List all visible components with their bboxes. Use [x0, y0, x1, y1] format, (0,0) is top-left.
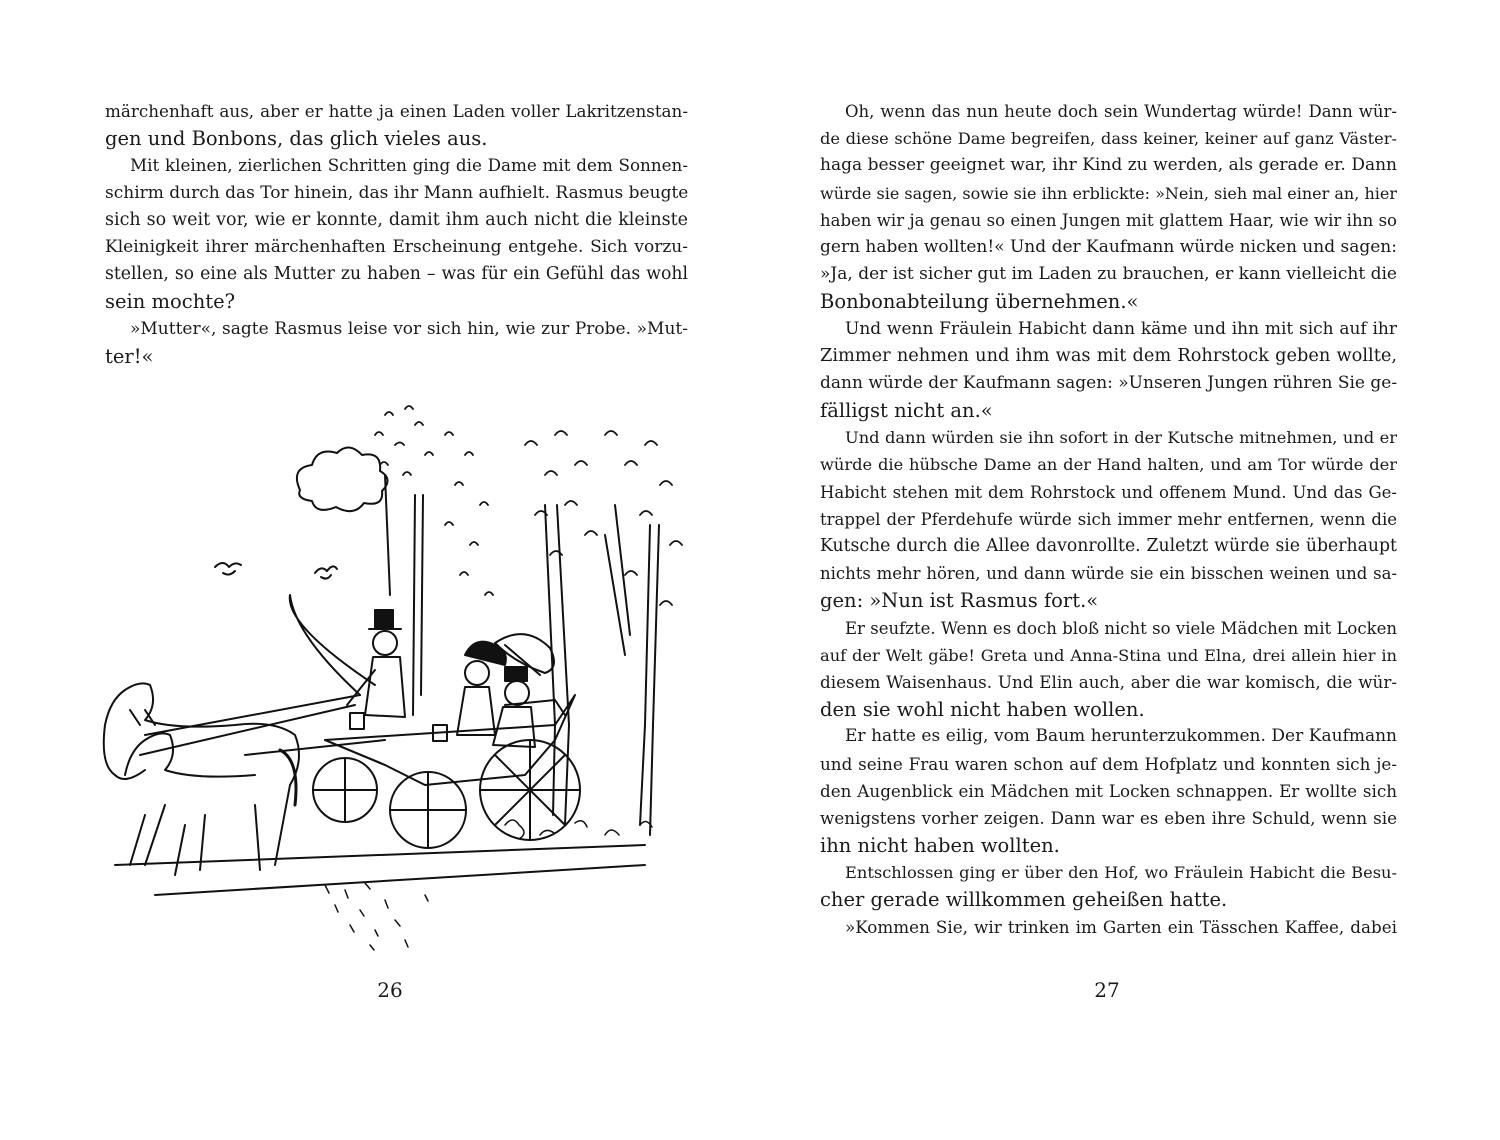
text-line: cher gerade willkommen geheißen hatte. — [820, 888, 1228, 912]
text-line: schirm durch das Tor hinein, das ihr Mann aufhielt. Rasmus beugte — [105, 182, 689, 203]
text-line: stellen, so eine als Mutter zu haben – was für ein Gefühl das wohl — [105, 264, 688, 285]
text-line: dann würde der Kaufmann sagen: »Unseren Jungen rühren Sie ge- — [820, 372, 1398, 393]
text-line: Kleinigkeit ihrer märchenhaften Erscheinung entgehe. Sich vorzu- — [105, 236, 688, 257]
text-line: haben wir ja genau so einen Jungen mit glattem Haar, wie wir ihn so — [820, 210, 1397, 230]
text-line: fälligst nicht an.« — [820, 399, 993, 423]
text-line: »Mutter«, sagte Rasmus leise vor sich hin, wie zur Probe. »Mut- — [130, 318, 688, 339]
text-line: und seine Frau waren schon auf dem Hofplatz und konnten sich je- — [820, 753, 1397, 774]
ground-scribbles — [325, 820, 652, 950]
text-line: »Kommen Sie, wir trinken im Garten ein Tässchen Kaffee, dabei — [845, 916, 1397, 937]
text-line: gen: »Nun ist Rasmus fort.« — [820, 589, 1099, 613]
whip-drawing — [290, 595, 375, 695]
text-line: gen und Bonbons, das glich vieles aus. — [105, 127, 488, 151]
text-line: ihn nicht haben wollten. — [820, 834, 1060, 858]
text-line: ter!« — [105, 344, 154, 368]
right-page-text — [820, 98, 1397, 941]
text-line: Und wenn Fräulein Habicht dann käme und ihn mit sich auf ihr — [845, 318, 1397, 339]
carriage-illustration — [85, 395, 705, 960]
text-line: Er seufzte. Wenn es doch bloß nicht so viele Mädchen mit Locken — [845, 618, 1397, 638]
page-number-right: 27 — [1094, 978, 1120, 1002]
text-line: den Augenblick ein Mädchen mit Locken schnappen. Er wollte sich — [820, 780, 1397, 801]
text-line: wenigstens vorher zeigen. Dann war es eben ihre Schuld, wenn sie — [820, 807, 1397, 828]
text-line: Entschlossen ging er über den Hof, wo Fräulein Habicht die Besu- — [845, 863, 1397, 883]
text-line: würde die hübsche Dame an der Hand halten, und am Tor würde der — [820, 455, 1397, 475]
text-line: nichts mehr hören, und dann würde sie ein bisschen weinen und sa- — [820, 564, 1397, 584]
text-line: »Ja, der ist sicher gut im Laden zu brauchen, er kann vielleicht die — [820, 264, 1397, 285]
coachman-drawing — [347, 610, 405, 717]
text-line: Habicht stehen mit dem Rohrstock und offenem Mund. Und das Ge- — [820, 482, 1397, 502]
text-line: märchenhaft aus, aber er hatte ja einen Laden voller Lakritzenstan- — [105, 101, 688, 121]
text-line: Er hatte es eilig, vom Baum herunterzukommen. Der Kaufmann — [845, 726, 1397, 747]
cloud-drawing — [297, 447, 388, 511]
text-line: haga besser geeignet war, ihr Kind zu werden, als gerade er. Dann — [820, 155, 1397, 176]
text-line: trappel der Pferdehufe würde sich immer mehr entfernen, wenn die — [820, 509, 1397, 529]
text-line: Mit kleinen, zierlichen Schritten ging die Dame mit dem Sonnen- — [130, 155, 688, 176]
text-line: auf der Welt gäbe! Greta und Anna-Stina und Elna, drei allein hier in — [820, 645, 1397, 665]
foliage-drawing — [375, 406, 682, 605]
text-line: de diese schöne Dame begreifen, dass keiner, keiner auf ganz Väster- — [820, 129, 1397, 149]
text-line: würde sie sagen, sowie sie ihn erblickte: »Nein, sieh mal einer an, hier — [820, 183, 1397, 203]
text-line: gern haben wollten!« Und der Kaufmann würde nicken und sagen: — [820, 236, 1397, 257]
text-line: diesem Waisenhaus. Und Elin auch, aber die war komisch, die wür- — [820, 671, 1397, 692]
text-line: Oh, wenn das nun heute doch sein Wundertag würde! Dann wür- — [845, 102, 1397, 121]
text-line: Und dann würden sie ihn sofort in der Kutsche mitnehmen, und er — [845, 428, 1397, 448]
text-line: sich so weit vor, wie er konnte, damit ihm auch nicht die kleinste — [105, 209, 688, 230]
text-line: Bonbonabteilung übernehmen.« — [820, 290, 1139, 314]
text-line: Kutsche durch die Allee davonrollte. Zuletzt würde sie überhaupt — [820, 536, 1397, 556]
text-line: sein mochte? — [105, 290, 236, 314]
page-number-left: 26 — [377, 978, 403, 1002]
text-line: den sie wohl nicht haben wollen. — [820, 698, 1145, 722]
bird-drawing — [315, 566, 337, 578]
bird-drawing — [215, 563, 241, 575]
left-page-text — [105, 98, 688, 370]
text-line: Zimmer nehmen und ihm was mit dem Rohrstock geben wollte, — [820, 345, 1397, 366]
road-drawing — [115, 845, 645, 895]
